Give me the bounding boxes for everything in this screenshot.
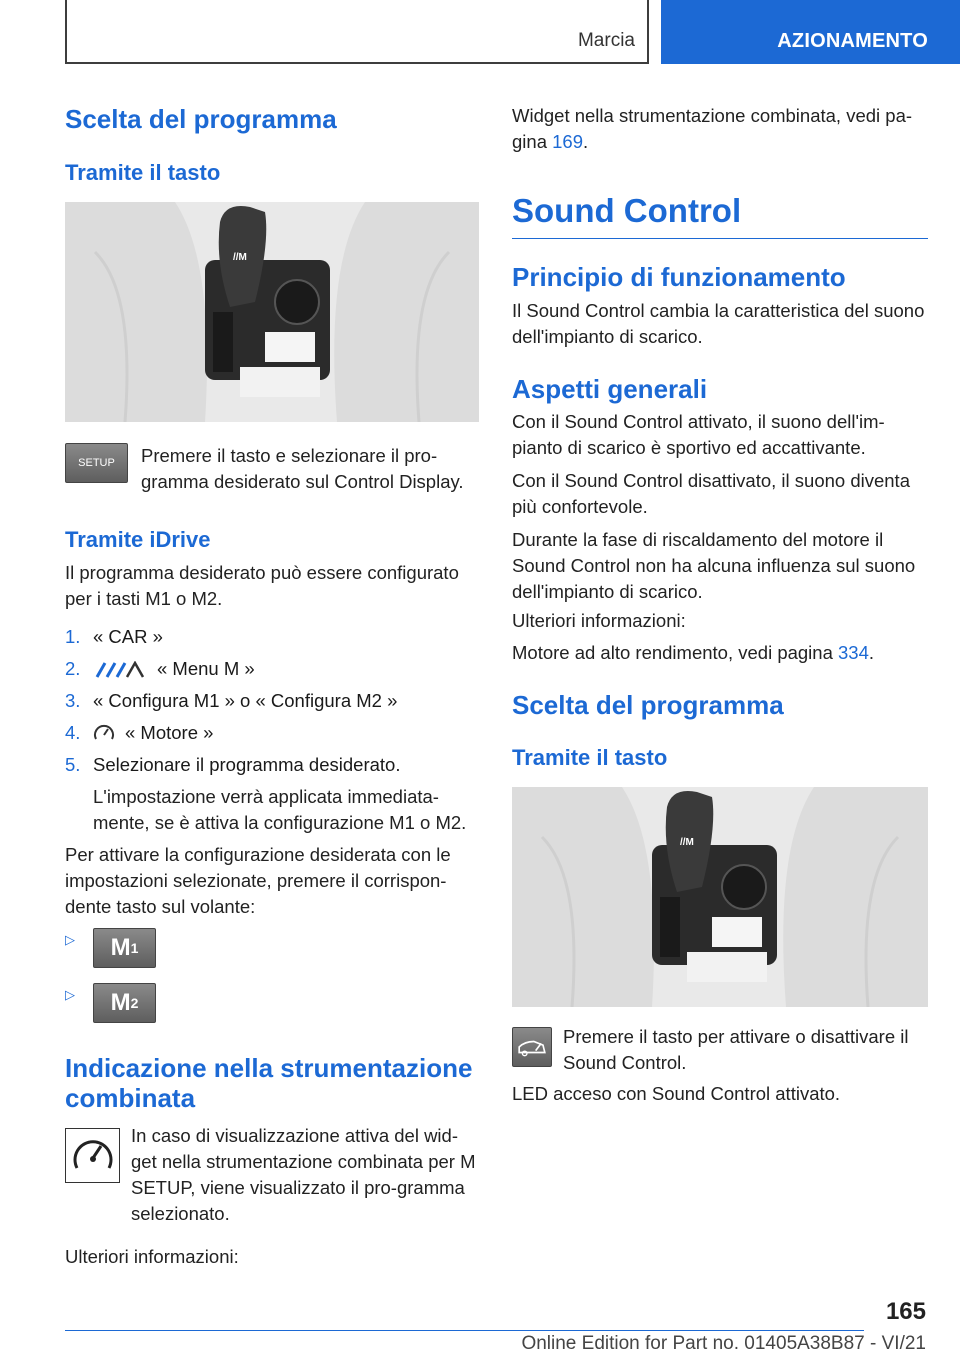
engine-reference: Motore ad alto rendimento, vedi pagina 334.: [512, 642, 875, 663]
heading-program-selection: Scelta del programma: [65, 104, 337, 134]
center-console-photo-right: [512, 787, 928, 1007]
gauge-icon: [93, 723, 115, 743]
general-p3: Durante la fase di riscaldamento del motore il Sound Control non ha alcuna influenza sul suono dell'impianto di scarico.: [512, 529, 916, 602]
heading-via-idrive: Tramite iDrive: [65, 527, 211, 552]
bullet: ▷: [65, 932, 75, 947]
heading-general: Aspetti generali: [512, 374, 708, 404]
principle-text: Il Sound Control cambia la caratteristica del suono dell'impianto di scarico.: [512, 300, 925, 347]
general-p2: Con il Sound Control disattivato, il suono diventa più confortevole.: [512, 470, 910, 517]
heading-program-selection-right: Scelta del programma: [512, 690, 784, 720]
heading-principle: Principio di funzionamento: [512, 262, 846, 292]
page-number: 165: [885, 1298, 926, 1325]
svg-text://M: //M: [680, 837, 694, 848]
header-section: Marcia: [577, 30, 635, 51]
bullet: ▷: [65, 987, 75, 1002]
heading-via-button-right: Tramite il tasto: [512, 745, 668, 770]
sound-control-button-icon: [512, 1027, 552, 1067]
activation-text: Per attivare la configurazione desiderata con le impostazioni selezionate, premere il corrispon-dente tasto sul volante:: [65, 844, 451, 917]
general-p1: Con il Sound Control attivato, il suono dell'im-pianto di scarico è sportivo ed accattivante.: [512, 411, 885, 458]
heading-sound-control: Sound Control: [512, 192, 928, 239]
heading-via-button: Tramite il tasto: [65, 160, 221, 185]
setup-instruction: Premere il tasto e selezionare il pro-gramma desiderato sul Control Display.: [141, 445, 464, 492]
page-link-334[interactable]: 334: [838, 642, 869, 663]
more-info-left: Ulteriori informazioni:: [65, 1246, 239, 1267]
header-frame: [65, 0, 649, 64]
svg-text://M: //M: [233, 252, 247, 263]
m2-button-icon: M 2: [93, 983, 156, 1023]
header-chapter-tab[interactable]: AZIONAMENTO: [661, 0, 960, 64]
display-text: In caso di visualizzazione attiva del wid-get nella strumentazione combinata per M SETUP, viene visualizzato il pro-gramma selezionato.: [131, 1125, 476, 1224]
footer-edition: Online Edition for Part no. 01405A38B87 - VI/21: [521, 1333, 926, 1354]
heading-display-indication: Indicazione nella strumentazione combinata: [65, 1053, 473, 1113]
footer-divider: [65, 1330, 864, 1331]
idrive-intro: Il programma desiderato può essere configurato per i tasti M1 o M2.: [65, 562, 459, 609]
widget-reference: Widget nella strumentazione combinata, vedi pa-gina 169.: [512, 105, 913, 152]
setup-button-icon: SETUP: [65, 443, 128, 483]
led-text: LED acceso con Sound Control attivato.: [512, 1083, 841, 1104]
page-link-169[interactable]: 169: [552, 131, 583, 152]
center-console-photo: [65, 202, 479, 422]
speedometer-icon: [65, 1128, 120, 1183]
m1-button-icon: M 1: [93, 928, 156, 968]
m-menu-icon: [93, 660, 148, 678]
sound-button-instruction: Premere il tasto per attivare o disattivare il Sound Control.: [563, 1026, 909, 1073]
step5-note: L'impostazione verrà applicata immediata-mente, se è attiva la configurazione M1 o M2.: [93, 786, 467, 833]
more-info-right: Ulteriori informazioni:: [512, 610, 686, 631]
